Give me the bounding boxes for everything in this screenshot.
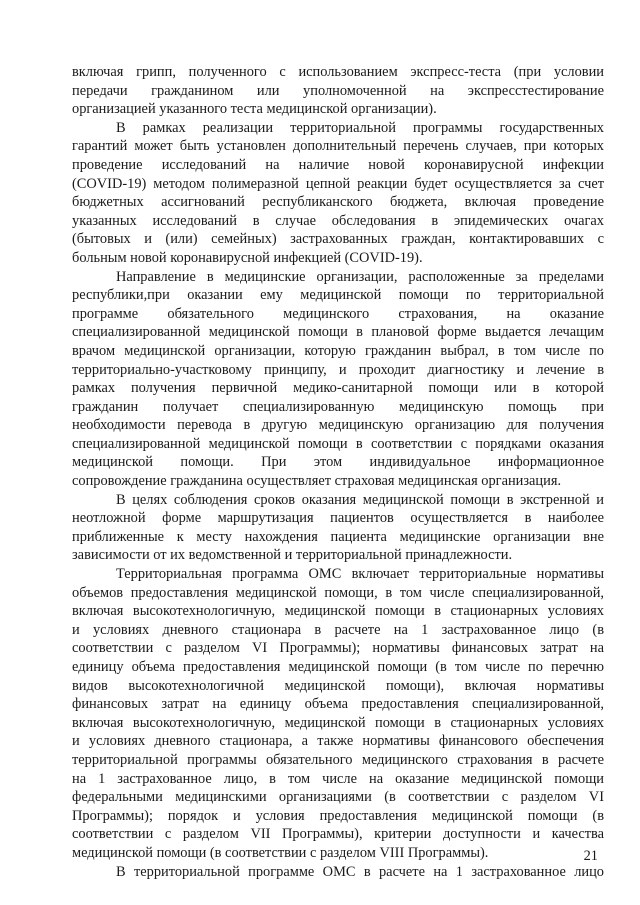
paragraph-line: специализированной медицинской помощи в плановой форме выдается лечащим bbox=[72, 324, 604, 341]
paragraph-line: рамках получения первичной медико-санитарной помощи или в которой bbox=[72, 380, 604, 397]
paragraph-line: медицинской помощи (в соответствии с разделом VIII Программы). bbox=[72, 844, 489, 861]
paragraph bbox=[72, 565, 604, 863]
paragraph-line: сопровождение гражданина осуществляет страховая медицинская организация. bbox=[72, 473, 562, 490]
paragraph-line: медицинской помощи. При этом индивидуальное информационное bbox=[72, 454, 604, 471]
paragraph-line: территориально-участковому принципу, и проходит диагностику и лечение в bbox=[72, 361, 604, 378]
paragraph-line: В территориальной программе ОМС в расчете на 1 застрахованное лицо bbox=[116, 863, 604, 880]
paragraph bbox=[72, 491, 604, 565]
paragraph-line: врачом медицинской организации, которую гражданин выбрал, в том числе по bbox=[72, 342, 604, 359]
paragraph-line: республики,при оказании ему медицинской помощи по территориальной bbox=[72, 287, 604, 304]
paragraph-line: включая грипп, полученного с использованием экспресс-теста (при условии bbox=[72, 64, 604, 80]
paragraph-line: включая высокотехнологичную, медицинской помощи в стационарных условиях bbox=[72, 714, 604, 731]
paragraph bbox=[72, 119, 604, 268]
paragraph-line: соответствии с разделом VI Программы); нормативы финансовых затрат на bbox=[72, 640, 604, 657]
paragraph-line: (бытовых и (или) семейных) застрахованных граждан, контактировавших с bbox=[72, 231, 604, 248]
paragraph-line: Территориальная программа ОМС включает территориальные нормативы bbox=[116, 566, 604, 583]
paragraph-line: финансовых затрат на единицу объема предоставления специализированной, bbox=[72, 696, 604, 713]
paragraph-line: федеральными медицинскими организациями (в соответствии с разделом VI bbox=[72, 789, 604, 806]
paragraph-line: больным новой коронавирусной инфекцией (COVID-19). bbox=[72, 249, 423, 266]
paragraph-line: необходимости перевода в другую медицинскую организацию для получения bbox=[72, 417, 604, 434]
paragraph-line: и условиях дневного стационара, а также нормативы финансового обеспечения bbox=[72, 733, 604, 750]
paragraph-line: (COVID-19) методом полимеразной цепной реакции будет осуществляется за счет bbox=[72, 175, 604, 192]
paragraph-line: передачи гражданином или уполномоченной на экспресстестирование bbox=[72, 82, 604, 99]
paragraph-line: гражданин получает специализированную медицинскую помощь при bbox=[72, 398, 604, 415]
paragraph-line: территориальной программы обязательного медицинского страхования в расчете bbox=[72, 751, 604, 768]
paragraph-line: неотложной форме маршрутизация пациентов осуществляется в наиболее bbox=[72, 510, 604, 527]
paragraph bbox=[72, 268, 604, 491]
paragraph-line: Программы); порядок и условия предоставления медицинской помощи (в bbox=[72, 807, 604, 824]
paragraph-line: объемов предоставления медицинской помощи, в том числе специализированной, bbox=[72, 584, 604, 601]
paragraph-line: видов высокотехнологичной медицинской помощи), включая нормативы bbox=[72, 677, 604, 694]
paragraph-line: В целях соблюдения сроков оказания медицинской помощи в экстренной и bbox=[116, 491, 604, 508]
paragraph-line: гарантий может быть установлен дополнительный перечень случаев, при которых bbox=[72, 138, 604, 155]
paragraph-line: приближенные к месту нахождения пациента медицинские организации вне bbox=[72, 528, 604, 545]
paragraph-line: бюджетных ассигнований республиканского бюджета, включая проведение bbox=[72, 194, 604, 211]
paragraph-line: организацией указанного теста медицинской организации). bbox=[72, 101, 437, 118]
paragraph-line: и условиях дневного стационара в расчете на 1 застрахованное лицо (в bbox=[72, 621, 604, 638]
paragraph-line: на 1 застрахованное лицо, в том числе на оказание медицинской помощи bbox=[72, 770, 604, 787]
paragraph-line: Направление в медицинские организации, расположенные за пределами bbox=[116, 268, 604, 285]
paragraph-line: включая высокотехнологичную, медицинской помощи в стационарных условиях bbox=[72, 603, 604, 620]
paragraph bbox=[72, 863, 604, 882]
paragraph-line: указанных исследований в случае обследования в эпидемических очагах bbox=[72, 212, 604, 229]
paragraph-line: В рамках реализации территориальной программы государственных bbox=[116, 119, 604, 136]
page-number: 21 bbox=[583, 848, 598, 864]
document-page bbox=[72, 63, 604, 881]
paragraph-line: программе обязательного медицинского страхования, на оказание bbox=[72, 305, 604, 322]
paragraph-line: соответствии с разделом VII Программы), критерии доступности и качества bbox=[72, 826, 604, 843]
paragraph bbox=[72, 63, 604, 119]
paragraph-line: специализированной медицинской помощи в соответствии с порядками оказания bbox=[72, 435, 604, 452]
paragraph-line: зависимости от их ведомственной и территориальной принадлежности. bbox=[72, 547, 513, 564]
paragraph-line: проведение исследований на наличие новой коронавирусной инфекции bbox=[72, 156, 604, 173]
paragraph-line: единицу объема предоставления медицинской помощи (в том числе по перечню bbox=[72, 659, 604, 675]
